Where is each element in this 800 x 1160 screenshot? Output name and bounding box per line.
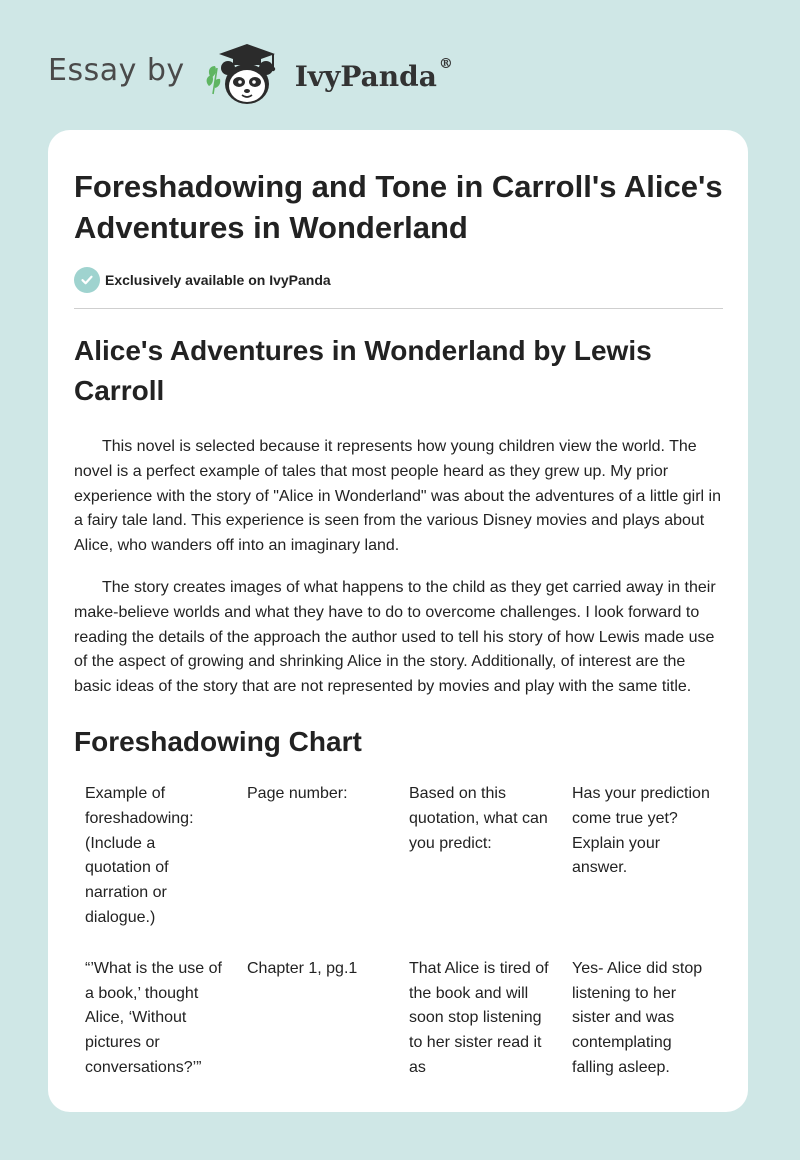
table-header-cell: Example of foreshadowing: (Include a quotation of narration or dialogue.): [85, 784, 194, 926]
foreshadowing-table: [74, 774, 723, 1099]
divider: [74, 308, 723, 309]
essay-by-label: Essay by: [48, 52, 185, 88]
table-header-cell: Has your prediction come true yet? Explain your answer.: [572, 784, 710, 877]
table-header-cell: Based on this quotation, what can you predict:: [409, 784, 548, 852]
check-icon: [74, 267, 100, 293]
brand-name[interactable]: IvyPanda ®: [294, 55, 453, 93]
exclusive-badge: [74, 266, 723, 294]
panda-logo-icon[interactable]: [203, 38, 289, 108]
section-heading: Alice's Adventures in Wonderland by Lewis Carroll: [74, 335, 652, 406]
table-cell: That Alice is tired of the book and will soon stop listening to her sister read it as: [409, 959, 549, 1076]
chart-heading: Foreshadowing Chart: [74, 725, 362, 757]
table-cell: Yes- Alice did stop listening to her sister and was contemplating falling asleep.: [572, 959, 703, 1076]
table-row: [74, 949, 723, 1099]
table-cell: “’What is the use of a book,’ thought Alice, ‘Without pictures or conversations?’”: [85, 959, 222, 1076]
content-card: [48, 130, 748, 1112]
page-title: Foreshadowing and Tone in Carroll's Alice's Adventures in Wonderland: [74, 169, 723, 245]
site-header: [48, 38, 453, 108]
paragraph: The story creates images of what happens to the child as they get carried away in their make-believe worlds and what they have to do to overcome challenges. I look forward to reading the details of the approach the author used to tell his story of how Lewis made use of the aspect of growing and shrinking Alice in the story. Additionally, of interest are the basic ideas of the story that are not represented by movies and play with the same title.: [74, 578, 716, 696]
table-header-row: [74, 774, 723, 949]
table-header-cell: Page number:: [247, 784, 348, 802]
badge-text: Exclusively available on IvyPanda: [105, 272, 331, 288]
table-cell: Chapter 1, pg.1: [247, 959, 358, 977]
registered-mark: ®: [438, 55, 453, 72]
paragraph: This novel is selected because it represents how young children view the world. The novel is a perfect example of tales that most people heard as they grew up. My prior experience with the story of "Alice in Wonderland" was about the adventures of a little girl in a fairy tale land. This experience is seen from the various Disney movies and plays about Alice, who wanders off into an imaginary land.: [74, 438, 721, 555]
